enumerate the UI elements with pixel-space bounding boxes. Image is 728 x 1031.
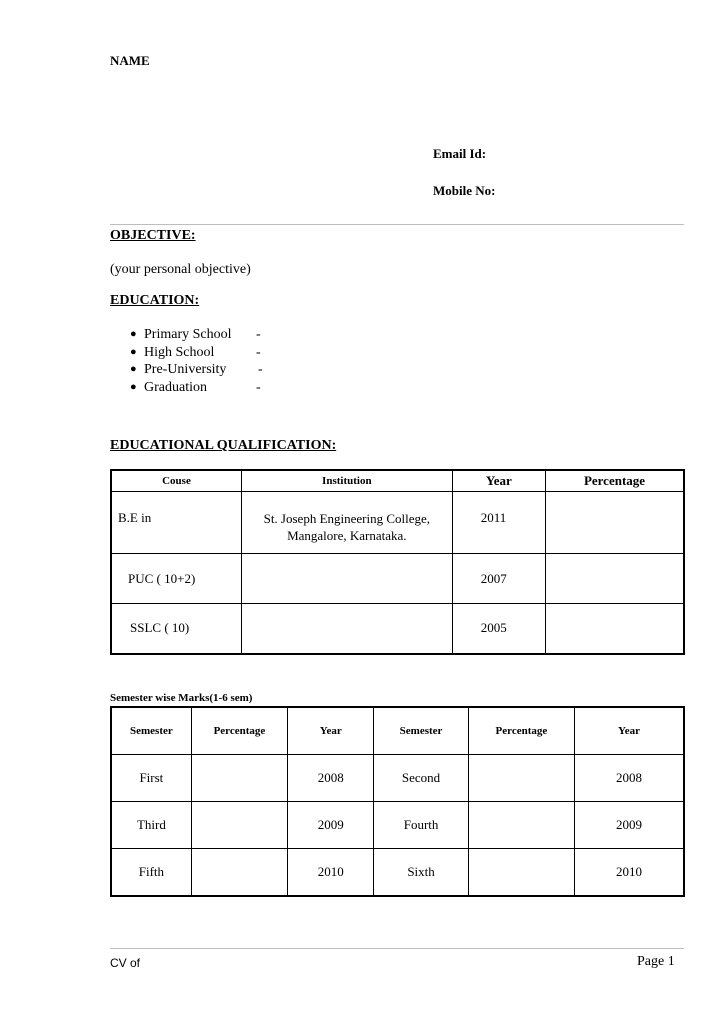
- percentage-cell: [468, 802, 574, 849]
- col-header-course: Couse: [111, 470, 241, 492]
- bullet-icon: ●: [130, 363, 137, 375]
- col-header-year: Year: [452, 470, 545, 492]
- year-cell: 2010: [575, 849, 684, 897]
- semester-cell: Sixth: [374, 849, 468, 897]
- mobile-label: Mobile No:: [433, 183, 496, 198]
- percentage-cell: [191, 849, 287, 897]
- qualification-table: [110, 469, 685, 655]
- year-cell: 2009: [288, 802, 374, 849]
- header-divider: [110, 224, 684, 225]
- table-row: [111, 492, 684, 554]
- footer-cv-of: CV of: [110, 956, 141, 970]
- name-label: NAME: [110, 53, 150, 68]
- semester-cell: Third: [111, 802, 191, 849]
- education-item-label: High School: [144, 344, 215, 360]
- education-item-dash: -: [256, 379, 261, 395]
- education-item-label: Graduation: [144, 379, 207, 395]
- percentage-cell: [468, 849, 574, 897]
- email-label: Email Id:: [433, 146, 487, 161]
- semester-table: [110, 706, 685, 897]
- percentage-cell: [191, 755, 287, 802]
- course-cell: B.E in: [111, 492, 241, 554]
- table-row: [111, 554, 684, 604]
- semester-cell: First: [111, 755, 191, 802]
- course-cell: SSLC ( 10): [111, 604, 241, 654]
- semester-cell: Fifth: [111, 849, 191, 897]
- qualification-header-row: [111, 470, 684, 492]
- percentage-cell: [546, 492, 685, 554]
- semester-cell: Second: [374, 755, 468, 802]
- year-cell: 2009: [575, 802, 684, 849]
- education-item-dash: -: [258, 362, 263, 377]
- bullet-icon: ●: [130, 380, 137, 393]
- footer-divider: [110, 948, 684, 949]
- education-item-dash: -: [256, 327, 261, 342]
- col-header-institution: Institution: [241, 470, 452, 492]
- col-header-semester: Semester: [374, 707, 468, 755]
- percentage-cell: [468, 755, 574, 802]
- col-header-year: Year: [575, 707, 684, 755]
- percentage-cell: [546, 554, 685, 604]
- course-cell: PUC ( 10+2): [111, 554, 241, 604]
- year-cell: 2008: [575, 755, 684, 802]
- objective-text: (your personal objective): [110, 262, 251, 277]
- page-number: Page 1: [637, 954, 675, 969]
- semester-cell: Fourth: [374, 802, 468, 849]
- table-row: [111, 849, 684, 897]
- institution-cell: [241, 554, 452, 604]
- table-row: [111, 604, 684, 654]
- table-row: [111, 755, 684, 802]
- education-heading: EDUCATION:: [110, 293, 200, 308]
- bullet-icon: ●: [130, 328, 137, 340]
- education-item-dash: -: [256, 344, 261, 360]
- year-cell: 2007: [452, 554, 545, 604]
- year-cell: 2010: [288, 849, 374, 897]
- institution-cell: [241, 492, 452, 554]
- table-row: [111, 802, 684, 849]
- percentage-cell: [546, 604, 685, 654]
- semester-title: Semester wise Marks(1-6 sem): [110, 692, 253, 704]
- year-cell: 2005: [452, 604, 545, 654]
- year-cell: 2008: [288, 755, 374, 802]
- objective-heading: OBJECTIVE:: [110, 228, 196, 243]
- semester-header-row: [111, 707, 684, 755]
- percentage-cell: [191, 802, 287, 849]
- qualification-heading: EDUCATIONAL QUALIFICATION:: [110, 438, 337, 453]
- institution-line: Mangalore, Karnataka.: [287, 528, 407, 543]
- col-header-percentage: Percentage: [191, 707, 287, 755]
- col-header-semester: Semester: [111, 707, 191, 755]
- education-item-label: Primary School: [144, 327, 232, 342]
- institution-line: St. Joseph Engineering College,: [263, 511, 431, 526]
- col-header-percentage: Percentage: [468, 707, 574, 755]
- education-item-label: Pre-University: [144, 362, 227, 377]
- institution-cell: [241, 604, 452, 654]
- bullet-icon: ●: [130, 345, 137, 358]
- col-header-year: Year: [288, 707, 374, 755]
- col-header-percentage: Percentage: [546, 470, 685, 492]
- year-cell: 2011: [452, 492, 545, 554]
